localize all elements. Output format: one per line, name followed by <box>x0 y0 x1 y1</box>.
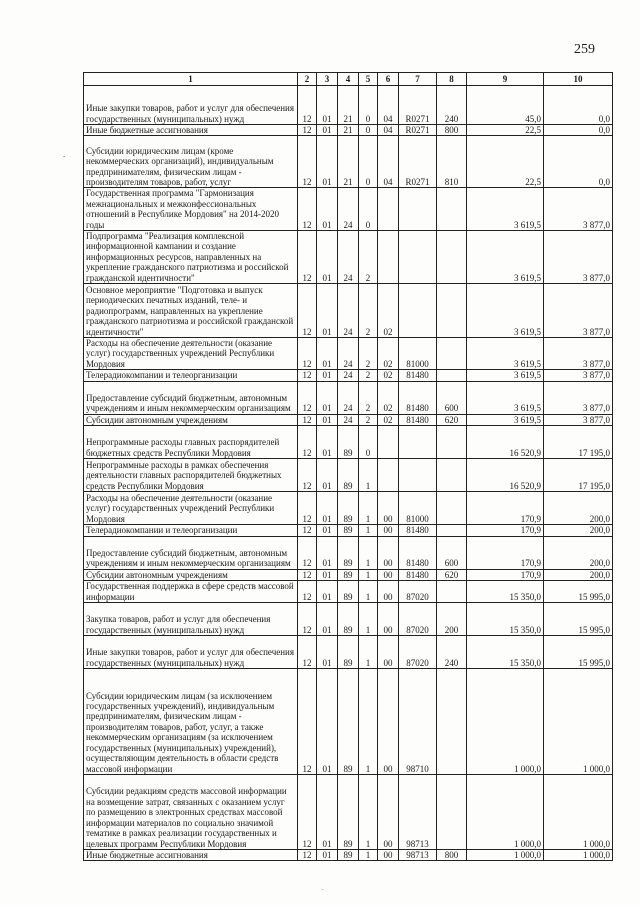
cell-event: 02 <box>378 414 399 425</box>
cell-event: 00 <box>378 569 399 580</box>
cell-event: 00 <box>378 602 399 635</box>
cell-subprogram: 2 <box>359 381 378 414</box>
cell-subprogram: 2 <box>359 414 378 425</box>
header-cell-amount-2019: 9 <box>467 73 544 86</box>
cell-subprogram: 0 <box>359 136 378 188</box>
budget-table <box>83 72 613 861</box>
cell-event: 00 <box>378 668 399 774</box>
cell-section: 12 <box>298 370 317 381</box>
cell-subprogram: 1 <box>359 459 378 492</box>
cell-amount-2019: 3 619,5 <box>467 231 544 284</box>
cell-subprogram: 1 <box>359 635 378 668</box>
cell-amount-2020: 200,0 <box>544 492 613 525</box>
cell-expense-type: 800 <box>437 849 467 860</box>
cell-amount-2020: 17 195,0 <box>544 459 613 492</box>
cell-event: 00 <box>378 492 399 525</box>
cell-direction: 81480 <box>399 536 437 569</box>
table-row <box>84 284 613 338</box>
cell-name: Государственная поддержка в сфере средств массовой информации <box>84 580 298 602</box>
cell-event: 02 <box>378 381 399 414</box>
cell-name: Непрограммные расходы главных распорядителей бюджетных средств Республики Мордовия <box>84 426 298 459</box>
cell-section: 12 <box>298 849 317 860</box>
cell-section: 12 <box>298 580 317 602</box>
cell-subprogram: 1 <box>359 580 378 602</box>
cell-expense-type: 200 <box>437 602 467 635</box>
cell-direction: 81480 <box>399 414 437 425</box>
cell-section: 12 <box>298 492 317 525</box>
cell-amount-2019: 15 350,0 <box>467 635 544 668</box>
cell-event <box>378 459 399 492</box>
cell-subsection: 01 <box>317 536 338 569</box>
cell-amount-2020: 1 000,0 <box>544 774 613 849</box>
cell-program: 89 <box>338 602 359 635</box>
cell-subprogram: 2 <box>359 284 378 338</box>
table-row <box>84 536 613 569</box>
cell-subprogram: 1 <box>359 774 378 849</box>
cell-event: 02 <box>378 338 399 370</box>
cell-subsection: 01 <box>317 426 338 459</box>
table-row <box>84 338 613 370</box>
cell-subsection: 01 <box>317 569 338 580</box>
table-row <box>84 370 613 381</box>
cell-event: 00 <box>378 580 399 602</box>
table-row <box>84 136 613 188</box>
cell-program: 24 <box>338 414 359 425</box>
cell-section: 12 <box>298 459 317 492</box>
cell-subprogram: 2 <box>359 338 378 370</box>
cell-name: Непрограммные расходы в рамках обеспечения деятельности главных распорядителей бюджетных средств Республики Мордовия <box>84 459 298 492</box>
cell-subsection: 01 <box>317 635 338 668</box>
cell-event: 04 <box>378 125 399 136</box>
cell-section: 12 <box>298 774 317 849</box>
cell-expense-type: 800 <box>437 125 467 136</box>
cell-name: Государственная программа "Гармонизация межнациональных и межконфессиональных отношений в Республике Мордовия" на 2014-2020 годы <box>84 188 298 231</box>
cell-direction: 81480 <box>399 525 437 536</box>
cell-name: Иные закупки товаров, работ и услуг для обеспечения государственных (муниципальных) нужд <box>84 86 298 125</box>
cell-amount-2019: 3 619,5 <box>467 284 544 338</box>
cell-name: Телерадиокомпании и телеорганизации <box>84 525 298 536</box>
cell-subsection: 01 <box>317 381 338 414</box>
cell-program: 89 <box>338 569 359 580</box>
cell-expense-type <box>437 525 467 536</box>
header-cell-direction: 7 <box>399 73 437 86</box>
cell-event: 00 <box>378 774 399 849</box>
cell-event <box>378 231 399 284</box>
cell-event: 04 <box>378 86 399 125</box>
cell-name: Субсидии юридическим лицам (за исключением государственных учреждений), индивидуальным предпринимателям, физическим лицам - производителям товаров, работ, услуг, а также некоммерческим организациям (за исключением государственных (муниципальных) учреждений), осуществляющим деятельность в области средств массовой информации <box>84 668 298 774</box>
cell-expense-type <box>437 774 467 849</box>
cell-expense-type: 600 <box>437 381 467 414</box>
cell-subprogram: 1 <box>359 536 378 569</box>
cell-subprogram: 1 <box>359 569 378 580</box>
cell-subsection: 01 <box>317 580 338 602</box>
cell-name: Расходы на обеспечение деятельности (оказание услуг) государственных учреждений Республики Мордовия <box>84 338 298 370</box>
cell-section: 12 <box>298 231 317 284</box>
cell-subprogram: 1 <box>359 525 378 536</box>
cell-subsection: 01 <box>317 774 338 849</box>
cell-direction: 87020 <box>399 602 437 635</box>
header-cell-amount-2020: 10 <box>544 73 613 86</box>
cell-direction: R0271 <box>399 136 437 188</box>
cell-name: Телерадиокомпании и телеорганизации <box>84 370 298 381</box>
cell-amount-2019: 3 619,5 <box>467 414 544 425</box>
cell-section: 12 <box>298 635 317 668</box>
cell-expense-type: 620 <box>437 569 467 580</box>
cell-section: 12 <box>298 602 317 635</box>
cell-subsection: 01 <box>317 602 338 635</box>
cell-subprogram: 0 <box>359 188 378 231</box>
cell-subsection: 01 <box>317 125 338 136</box>
cell-direction <box>399 459 437 492</box>
cell-subprogram: 1 <box>359 849 378 860</box>
header-cell-expense-type: 8 <box>437 73 467 86</box>
cell-direction: R0271 <box>399 125 437 136</box>
table-row <box>84 426 613 459</box>
cell-amount-2020: 3 877,0 <box>544 231 613 284</box>
cell-section: 12 <box>298 668 317 774</box>
cell-section: 12 <box>298 525 317 536</box>
cell-program: 24 <box>338 284 359 338</box>
cell-event: 00 <box>378 536 399 569</box>
header-cell-section: 2 <box>298 73 317 86</box>
cell-amount-2020: 0,0 <box>544 125 613 136</box>
cell-subsection: 01 <box>317 136 338 188</box>
cell-amount-2019: 16 520,9 <box>467 459 544 492</box>
cell-program: 89 <box>338 580 359 602</box>
cell-direction: 81480 <box>399 370 437 381</box>
cell-subprogram: 1 <box>359 602 378 635</box>
cell-expense-type <box>437 426 467 459</box>
cell-direction: 81480 <box>399 381 437 414</box>
cell-subprogram: 0 <box>359 426 378 459</box>
cell-amount-2019: 15 350,0 <box>467 580 544 602</box>
cell-amount-2020: 200,0 <box>544 536 613 569</box>
cell-amount-2019: 1 000,0 <box>467 849 544 860</box>
cell-expense-type <box>437 668 467 774</box>
table-row <box>84 231 613 284</box>
cell-section: 12 <box>298 284 317 338</box>
cell-subsection: 01 <box>317 284 338 338</box>
cell-section: 12 <box>298 426 317 459</box>
cell-direction <box>399 284 437 338</box>
table-row <box>84 849 613 860</box>
table-row <box>84 580 613 602</box>
cell-amount-2020: 3 877,0 <box>544 188 613 231</box>
cell-section: 12 <box>298 536 317 569</box>
cell-program: 89 <box>338 536 359 569</box>
cell-amount-2020: 1 000,0 <box>544 668 613 774</box>
cell-section: 12 <box>298 414 317 425</box>
cell-name: Иные закупки товаров, работ и услуг для обеспечения государственных (муниципальных) нужд <box>84 635 298 668</box>
cell-amount-2020: 17 195,0 <box>544 426 613 459</box>
cell-expense-type: 810 <box>437 136 467 188</box>
cell-subsection: 01 <box>317 492 338 525</box>
cell-expense-type <box>437 338 467 370</box>
table-row <box>84 635 613 668</box>
cell-subsection: 01 <box>317 668 338 774</box>
cell-expense-type: 240 <box>437 635 467 668</box>
cell-amount-2020: 3 877,0 <box>544 414 613 425</box>
cell-name: Основное мероприятие "Подготовка и выпуск периодических печатных изданий, теле- и радиопрограмм, направленных на укрепление гражданского патриотизма и российской гражданской идентичности" <box>84 284 298 338</box>
cell-program: 24 <box>338 370 359 381</box>
table-row <box>84 774 613 849</box>
cell-direction: R0271 <box>399 86 437 125</box>
table-header-row <box>84 73 613 86</box>
cell-name: Иные бюджетные ассигнования <box>84 125 298 136</box>
cell-program: 24 <box>338 188 359 231</box>
header-cell-name: 1 <box>84 73 298 86</box>
cell-amount-2019: 170,9 <box>467 492 544 525</box>
cell-direction: 81000 <box>399 338 437 370</box>
cell-amount-2020: 200,0 <box>544 569 613 580</box>
cell-subsection: 01 <box>317 188 338 231</box>
table-row <box>84 188 613 231</box>
cell-subprogram: 0 <box>359 125 378 136</box>
cell-program: 89 <box>338 459 359 492</box>
cell-amount-2019: 22,5 <box>467 136 544 188</box>
cell-amount-2019: 170,9 <box>467 525 544 536</box>
cell-amount-2019: 15 350,0 <box>467 602 544 635</box>
cell-section: 12 <box>298 338 317 370</box>
header-cell-program: 4 <box>338 73 359 86</box>
cell-program: 89 <box>338 492 359 525</box>
cell-program: 21 <box>338 136 359 188</box>
cell-program: 21 <box>338 125 359 136</box>
cell-subsection: 01 <box>317 338 338 370</box>
cell-section: 12 <box>298 188 317 231</box>
cell-program: 89 <box>338 426 359 459</box>
cell-amount-2019: 3 619,5 <box>467 188 544 231</box>
cell-amount-2020: 3 877,0 <box>544 381 613 414</box>
cell-amount-2020: 3 877,0 <box>544 370 613 381</box>
cell-amount-2020: 3 877,0 <box>544 284 613 338</box>
cell-event: 00 <box>378 525 399 536</box>
table-row <box>84 602 613 635</box>
table-body <box>84 73 613 861</box>
cell-section: 12 <box>298 381 317 414</box>
cell-amount-2020: 15 995,0 <box>544 580 613 602</box>
cell-direction <box>399 188 437 231</box>
cell-section: 12 <box>298 569 317 580</box>
cell-event <box>378 188 399 231</box>
cell-amount-2019: 3 619,5 <box>467 370 544 381</box>
cell-expense-type: 600 <box>437 536 467 569</box>
cell-amount-2019: 45,0 <box>467 86 544 125</box>
cell-name: Закупка товаров, работ и услуг для обеспечения государственных (муниципальных) нужд <box>84 602 298 635</box>
margin-mark: - <box>63 152 66 160</box>
table-row <box>84 525 613 536</box>
cell-name: Субсидии автономным учреждениям <box>84 569 298 580</box>
cell-subsection: 01 <box>317 525 338 536</box>
header-cell-subprogram: 5 <box>359 73 378 86</box>
cell-program: 89 <box>338 849 359 860</box>
table-row <box>84 492 613 525</box>
cell-expense-type <box>437 580 467 602</box>
cell-name: Субсидии автономным учреждениям <box>84 414 298 425</box>
table-row <box>84 381 613 414</box>
cell-subprogram: 1 <box>359 668 378 774</box>
cell-program: 89 <box>338 525 359 536</box>
cell-subprogram: 2 <box>359 231 378 284</box>
cell-amount-2019: 170,9 <box>467 536 544 569</box>
page-number: 259 <box>574 42 595 57</box>
cell-amount-2019: 170,9 <box>467 569 544 580</box>
cell-expense-type <box>437 459 467 492</box>
table-row <box>84 668 613 774</box>
table-row <box>84 459 613 492</box>
cell-amount-2020: 0,0 <box>544 136 613 188</box>
cell-direction: 87020 <box>399 635 437 668</box>
cell-section: 12 <box>298 136 317 188</box>
cell-subsection: 01 <box>317 231 338 284</box>
cell-direction: 98710 <box>399 668 437 774</box>
cell-amount-2019: 3 619,5 <box>467 338 544 370</box>
table-row <box>84 414 613 425</box>
cell-program: 21 <box>338 86 359 125</box>
cell-direction: 81000 <box>399 492 437 525</box>
cell-direction: 98713 <box>399 849 437 860</box>
cell-subprogram: 2 <box>359 370 378 381</box>
cell-section: 12 <box>298 86 317 125</box>
cell-program: 24 <box>338 338 359 370</box>
cell-section: 12 <box>298 125 317 136</box>
cell-program: 24 <box>338 231 359 284</box>
cell-event <box>378 426 399 459</box>
cell-name: Иные бюджетные ассигнования <box>84 849 298 860</box>
cell-program: 89 <box>338 668 359 774</box>
cell-amount-2020: 200,0 <box>544 525 613 536</box>
cell-amount-2020: 0,0 <box>544 86 613 125</box>
cell-amount-2020: 15 995,0 <box>544 602 613 635</box>
cell-subsection: 01 <box>317 414 338 425</box>
cell-amount-2019: 1 000,0 <box>467 668 544 774</box>
cell-subsection: 01 <box>317 849 338 860</box>
cell-name: Предоставление субсидий бюджетным, автономным учреждениям и иным некоммерческим организациям <box>84 536 298 569</box>
cell-name: Предоставление субсидий бюджетным, автономным учреждениям и иным некоммерческим организациям <box>84 381 298 414</box>
cell-amount-2019: 16 520,9 <box>467 426 544 459</box>
cell-expense-type <box>437 370 467 381</box>
cell-amount-2020: 15 995,0 <box>544 635 613 668</box>
cell-event: 00 <box>378 635 399 668</box>
cell-direction: 87020 <box>399 580 437 602</box>
cell-amount-2020: 3 877,0 <box>544 338 613 370</box>
cell-name: Субсидии юридическим лицам (кроме некоммерческих организаций), индивидуальным предпринимателям, физическим лицам - производителям товаров, работ, услуг <box>84 136 298 188</box>
cell-direction <box>399 426 437 459</box>
cell-program: 89 <box>338 635 359 668</box>
cell-expense-type <box>437 231 467 284</box>
cell-amount-2020: 1 000,0 <box>544 849 613 860</box>
cell-subprogram: 0 <box>359 86 378 125</box>
cell-expense-type <box>437 284 467 338</box>
cell-expense-type <box>437 492 467 525</box>
cell-program: 89 <box>338 774 359 849</box>
cell-amount-2019: 1 000,0 <box>467 774 544 849</box>
cell-expense-type <box>437 188 467 231</box>
cell-event: 02 <box>378 370 399 381</box>
cell-event: 00 <box>378 849 399 860</box>
cell-expense-type: 620 <box>437 414 467 425</box>
cell-amount-2019: 3 619,5 <box>467 381 544 414</box>
cell-name: Подпрограмма "Реализация комплексной информационной кампании и создание информационных ресурсов, направленных на укрепление гражданского патриотизма и российской гражданской идентичности" <box>84 231 298 284</box>
header-cell-event: 6 <box>378 73 399 86</box>
cell-event: 04 <box>378 136 399 188</box>
cell-event: 02 <box>378 284 399 338</box>
cell-direction <box>399 231 437 284</box>
cell-program: 24 <box>338 381 359 414</box>
bottom-mark: . <box>322 884 324 892</box>
cell-subsection: 01 <box>317 459 338 492</box>
table-row <box>84 86 613 125</box>
cell-direction: 98713 <box>399 774 437 849</box>
cell-name: Расходы на обеспечение деятельности (оказание услуг) государственных учреждений Республики Мордовия <box>84 492 298 525</box>
cell-direction: 81480 <box>399 569 437 580</box>
cell-subsection: 01 <box>317 370 338 381</box>
cell-subsection: 01 <box>317 86 338 125</box>
cell-name: Субсидии редакциям средств массовой информации на возмещение затрат, связанных с оказанием услуг по размещению в электронных средствах массовой информации материалов по социально значимой тематике в рамках реализации государственных и целевых программ Республики Мордовия <box>84 774 298 849</box>
table-row <box>84 125 613 136</box>
cell-amount-2019: 22,5 <box>467 125 544 136</box>
table-row <box>84 569 613 580</box>
cell-subprogram: 1 <box>359 492 378 525</box>
header-cell-subsection: 3 <box>317 73 338 86</box>
cell-expense-type: 240 <box>437 86 467 125</box>
